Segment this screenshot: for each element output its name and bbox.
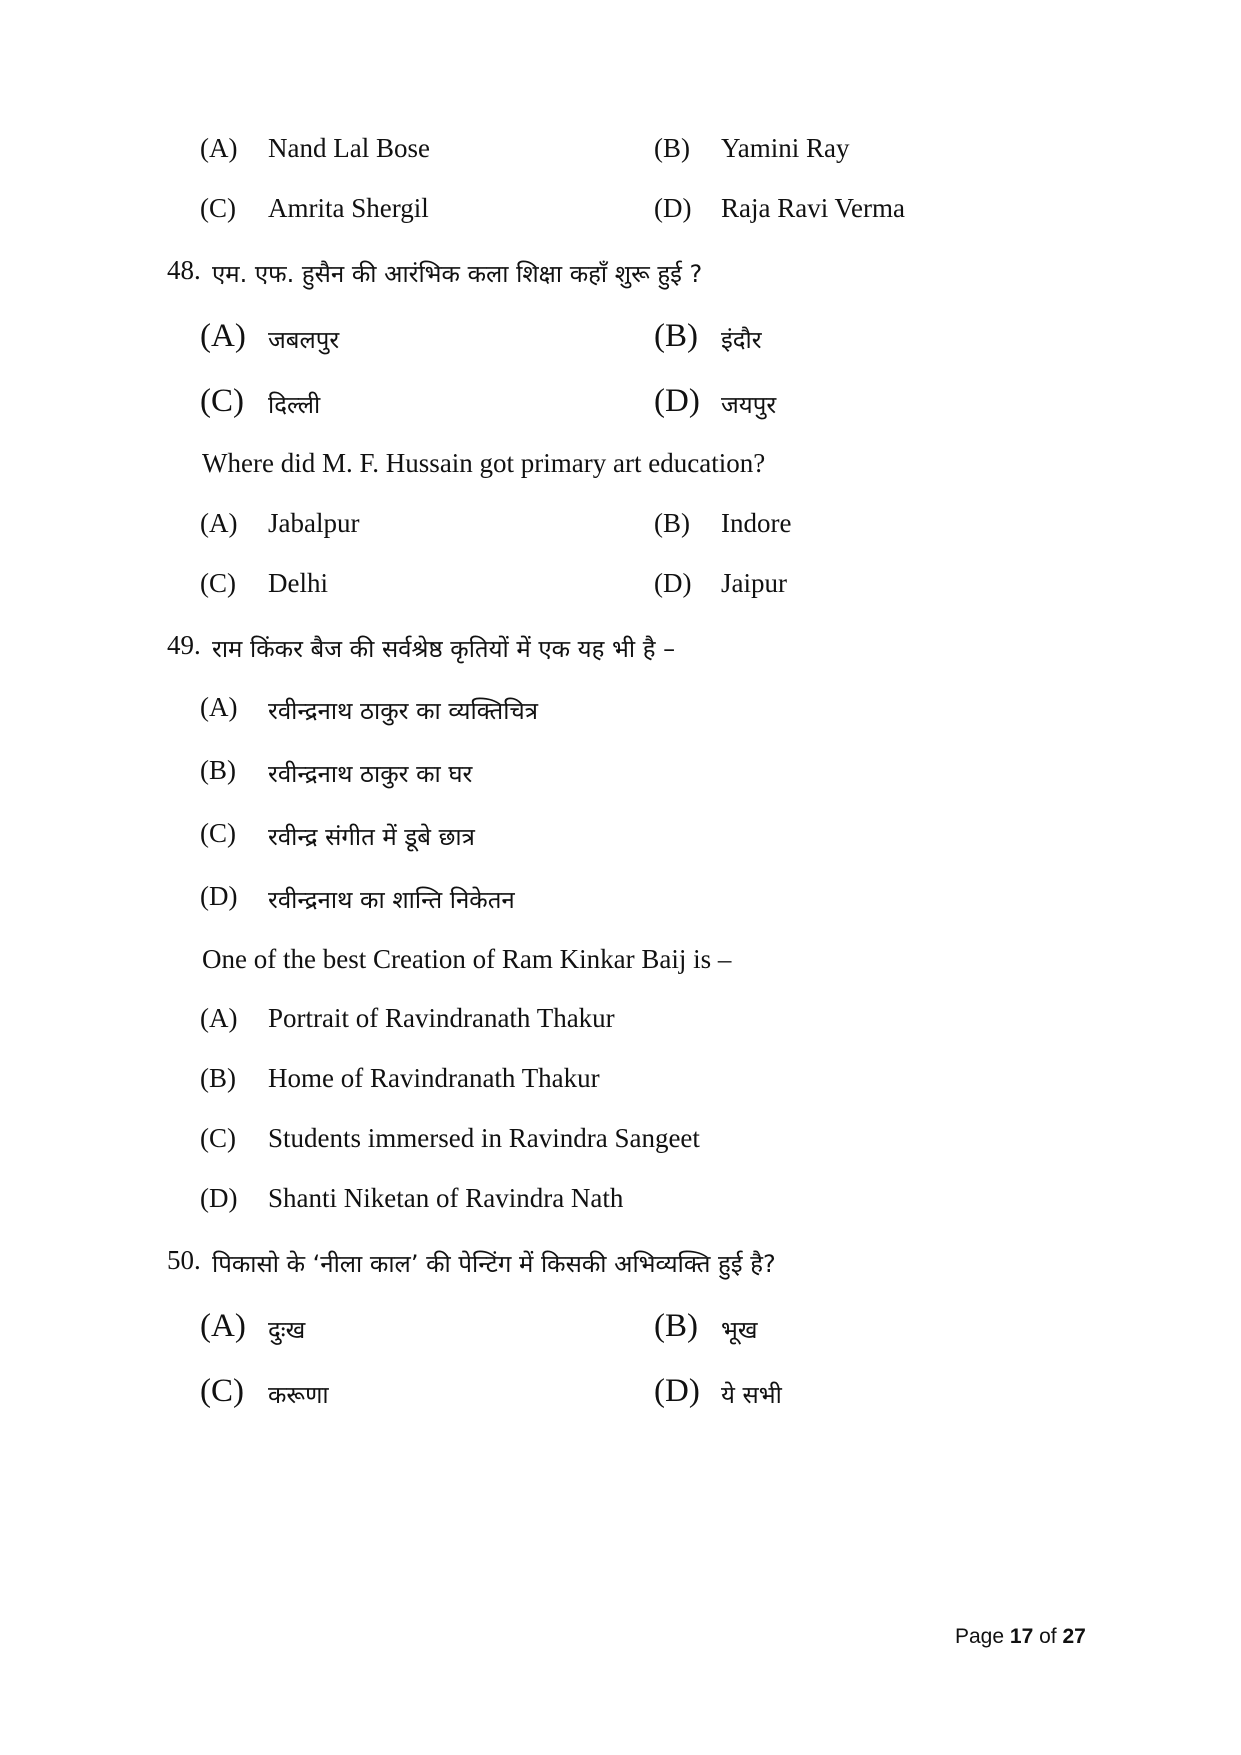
page-total: 27 xyxy=(1062,1625,1086,1648)
option-letter: (D) xyxy=(200,881,238,911)
option-letter: (B) xyxy=(654,508,690,538)
option-text: Raja Ravi Verma xyxy=(721,193,905,223)
option-text-hindi: करूणा xyxy=(268,1381,329,1409)
option-letter: (D) xyxy=(654,383,700,419)
option-letter: (B) xyxy=(654,133,690,163)
question-number: 50. xyxy=(167,1245,201,1275)
option-text-hindi: जबलपुर xyxy=(268,326,340,354)
option-letter: (D) xyxy=(654,193,692,223)
option-letter: (B) xyxy=(654,1308,698,1344)
option-letter: (C) xyxy=(200,1373,244,1409)
option-text-hindi: रवीन्द्रनाथ का शान्ति निकेतन xyxy=(268,886,515,914)
page-of-label: of xyxy=(1039,1625,1057,1648)
option-letter: (D) xyxy=(654,1373,700,1409)
option-text: Nand Lal Bose xyxy=(268,133,430,163)
option-text-hindi: रवीन्द्रनाथ ठाकुर का व्यक्तिचित्र xyxy=(268,697,538,725)
option-text: Indore xyxy=(721,508,792,538)
option-text: Yamini Ray xyxy=(721,133,850,163)
option-text: Students immersed in Ravindra Sangeet xyxy=(268,1123,700,1153)
option-letter: (B) xyxy=(654,318,698,354)
option-letter: (C) xyxy=(200,193,236,223)
option-letter: (C) xyxy=(200,1123,236,1153)
question-text-english: Where did M. F. Hussain got primary art education? xyxy=(202,448,766,478)
option-text-hindi: इंदौर xyxy=(721,326,762,354)
option-text-hindi: दिल्ली xyxy=(268,391,321,419)
option-letter: (A) xyxy=(200,692,238,722)
option-text-hindi: दुःख xyxy=(268,1316,306,1344)
option-text: Jabalpur xyxy=(268,508,360,538)
option-text-hindi: रवीन्द्रनाथ ठाकुर का घर xyxy=(268,760,473,788)
option-text: Amrita Shergil xyxy=(268,193,429,223)
option-letter: (C) xyxy=(200,383,244,419)
option-letter: (A) xyxy=(200,133,238,163)
option-letter: (B) xyxy=(200,1063,236,1093)
question-text-hindi: एम. एफ. हुसैन की आरंभिक कला शिक्षा कहाँ शुरू हुई ? xyxy=(212,260,703,288)
option-text-hindi: रवीन्द्र संगीत में डूबे छात्र xyxy=(268,823,475,851)
page-footer xyxy=(955,1625,1086,1649)
option-letter: (B) xyxy=(200,755,236,785)
option-text-hindi: ये सभी xyxy=(721,1381,782,1409)
option-text: Portrait of Ravindranath Thakur xyxy=(268,1003,615,1033)
option-text-hindi: भूख xyxy=(721,1316,758,1344)
option-letter: (C) xyxy=(200,818,236,848)
option-letter: (A) xyxy=(200,1003,238,1033)
option-text: Shanti Niketan of Ravindra Nath xyxy=(268,1183,624,1213)
option-letter: (C) xyxy=(200,568,236,598)
option-text: Home of Ravindranath Thakur xyxy=(268,1063,600,1093)
question-number: 48. xyxy=(167,255,201,285)
question-text-hindi: राम किंकर बैज की सर्वश्रेष्ठ कृतियों में एक यह भी है – xyxy=(212,635,676,663)
option-letter: (D) xyxy=(654,568,692,598)
option-text: Jaipur xyxy=(721,568,787,598)
page-number: 17 xyxy=(1009,1625,1034,1648)
question-text-hindi: पिकासो के ‘नीला काल’ की पेन्टिंग में किसकी अभिव्यक्ति हुई है? xyxy=(212,1250,776,1278)
page-label: Page xyxy=(955,1625,1005,1648)
question-text-english: One of the best Creation of Ram Kinkar Baij is – xyxy=(202,944,732,974)
option-letter: (D) xyxy=(200,1183,238,1213)
option-letter: (A) xyxy=(200,318,246,354)
question-number: 49. xyxy=(167,630,201,660)
option-text: Delhi xyxy=(268,568,328,598)
option-letter: (A) xyxy=(200,1308,246,1344)
option-letter: (A) xyxy=(200,508,238,538)
option-text-hindi: जयपुर xyxy=(721,391,777,419)
